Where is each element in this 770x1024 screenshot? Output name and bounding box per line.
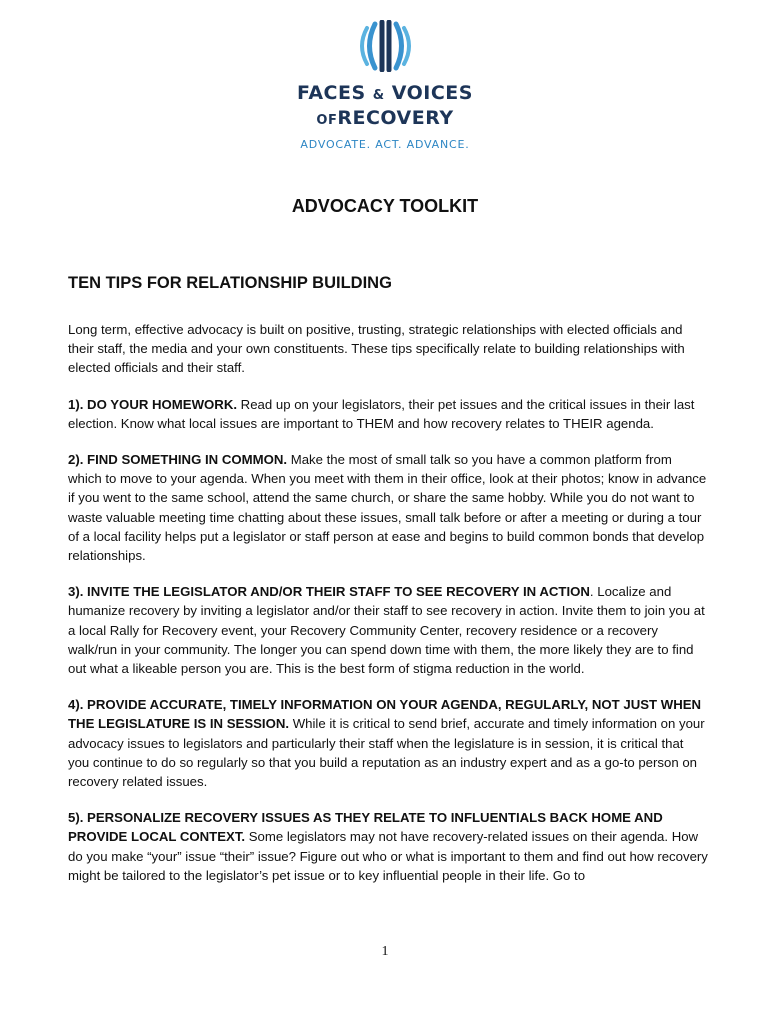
tip-text: While it is critical to send brief, accurate and timely information on your advocacy issues to legislators and particularly their staff when the legislature is in session, it is critical that you continue to do so regularly so that you build a reputation as an industry expert and as a go-to person on recovery related issues. xyxy=(68,716,705,790)
tip-paragraph-1 xyxy=(68,395,708,433)
sound-wave-logo-icon xyxy=(355,20,415,72)
tip-heading: 4). PROVIDE ACCURATE, TIMELY INFORMATION ON YOUR AGENDA, REGULARLY, NOT JUST WHEN THE LEGISLATURE IS IN SESSION. xyxy=(68,697,702,732)
tip-heading: 2). FIND SOMETHING IN COMMON. xyxy=(68,452,288,468)
page-number: 1 xyxy=(381,944,389,959)
tip-paragraph-3 xyxy=(68,582,708,678)
tip-paragraph-5 xyxy=(68,808,708,885)
tip-text: Read up on your legislators, their pet issues and the critical issues in their last election. Know what local issues are important to THEM and how recovery relates to THEIR agenda. xyxy=(68,396,695,431)
tip-paragraph-2 xyxy=(68,450,708,565)
logo-tagline: ADVOCATE. ACT. ADVANCE. xyxy=(300,138,470,151)
tip-paragraph-4 xyxy=(68,695,708,791)
document-title: ADVOCACY TOOLKIT xyxy=(291,196,479,216)
intro-paragraph: Long term, effective advocacy is built on positive, trusting, strategic relationships with elected officials and their staff, the media and your own constituents. These tips specifically relate to building relationships with elected officials and their staff. xyxy=(68,322,685,376)
tip-text: Make the most of small talk so you have a common platform from which to move to your agenda. When you meet with them in their office, look at their photos; know in advance if you went to the same school, attend the same church, or share the same hobby. While you do not want to waste valuable meeting time chatting about these issues, small talk before or after a meeting or during a tour of a local facility helps put a legislator or staff person at ease and begins to build common bonds that develop relationships. xyxy=(68,452,707,564)
logo-text-line1: FACES & VOICES xyxy=(297,82,473,104)
tip-text: Some legislators may not have recovery-related issues on their agenda. How do you make “your” issue “their” issue? Figure out who or what is important to them and find out how recovery might be tailored to the legislator’s pet issue or to key influential people in their life. Go to xyxy=(68,829,708,883)
tip-heading: 5). PERSONALIZE RECOVERY ISSUES AS THEY RELATE TO INFLUENTIALS BACK HOME AND PROVIDE LOCAL CONTEXT. xyxy=(68,810,663,845)
tip-text: . Localize and humanize recovery by inviting a legislator and/or their staff to see recovery in action. Invite them to join you at a local Rally for Recovery event, your Recovery Community Center, recovery residence or a recovery walk/run in your community. The longer you can spend down time with them, the more likely they are to find out what a likeable person you are. This is the best form of stigma reduction in the world. xyxy=(68,584,705,677)
document-body xyxy=(68,320,708,902)
tip-heading: 3). INVITE THE LEGISLATOR AND/OR THEIR STAFF TO SEE RECOVERY IN ACTION xyxy=(68,584,590,600)
section-title: TEN TIPS FOR RELATIONSHIP BUILDING xyxy=(68,274,392,292)
tip-heading: 1). DO YOUR HOMEWORK. xyxy=(68,396,238,412)
organization-logo xyxy=(0,20,770,151)
logo-text-line2: OFRECOVERY xyxy=(316,107,454,129)
